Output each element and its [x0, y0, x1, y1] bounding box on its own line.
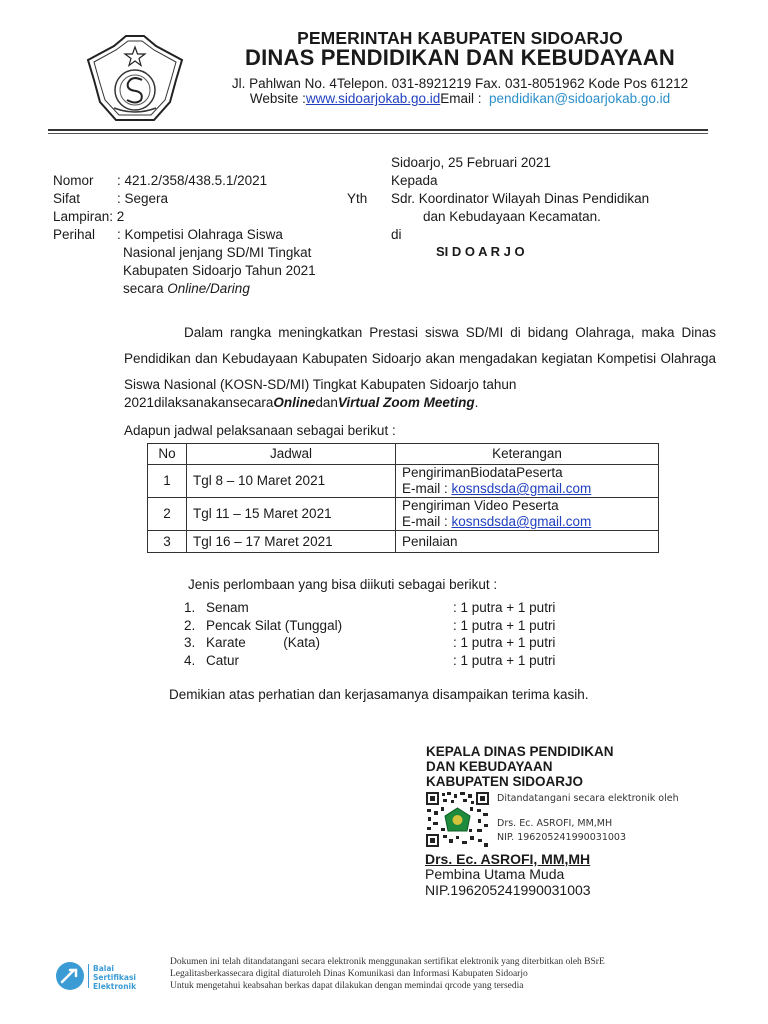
email-link[interactable]: kosnsdsda@gmail.com: [451, 481, 592, 496]
schedule-intro: Adapun jadwal pelaksanaan sebagai berikut :: [124, 423, 396, 438]
lampiran-label: Lampiran: [53, 209, 110, 224]
letterhead-address: Jl. Pahlwan No. 4Telepon. 031-8921219 Fax. 031-8051962 Kode Pos 61212: [231, 76, 689, 91]
competition-quota: : 1 putra + 1 putri: [453, 618, 556, 633]
perihal-line-3: Kabupaten Sidoarjo Tahun 2021: [123, 263, 316, 278]
row-no: 1: [148, 465, 187, 498]
letterhead-contact: [230, 91, 690, 106]
esign-nip: NIP. 196205241990031003: [497, 832, 626, 843]
row-no: 3: [148, 531, 187, 553]
body-paragraph-tail: [124, 394, 478, 412]
schedule-table: [147, 443, 659, 553]
signatory-rank: Pembina Utama Muda: [425, 866, 565, 882]
row-keterangan: [396, 498, 659, 531]
row-jadwal: Tgl 11 – 15 Maret 2021: [187, 498, 396, 531]
email-label: Email :: [440, 91, 482, 106]
esign-caption: Ditandatangani secara elektronik oleh: [497, 793, 679, 804]
table-row: [148, 498, 659, 531]
body-paragraph: [124, 320, 716, 398]
perihal-label: Perihal: [53, 227, 96, 242]
list-number: 4.: [184, 653, 196, 668]
list-number: 1.: [184, 600, 196, 615]
footer-note-1: Dokumen ini telah ditandatangani secara elektronik menggunakan sertifikat elektronik yang diterbitkan oleh BSrE: [170, 957, 605, 967]
header-no: No: [148, 444, 187, 465]
yth-label: Yth: [347, 191, 368, 206]
table-row: [148, 465, 659, 498]
body-text: Dalam rangka meningkatkan Prestasi siswa SD/MI di bidang Olahraga, maka Dinas Pendidikan dan Kebudayaan Kabupaten Sidoarjo akan mengadakan kegiatan Kompetisi Olahraga Siswa Nasional (KOSN-SD/MI) Tingkat Kabupaten Sidoarjo tahun: [124, 325, 716, 392]
website-label: Website :: [249, 91, 306, 106]
lampiran-value: : 2: [109, 209, 125, 224]
signature-title-3: KABUPATEN SIDOARJO: [426, 774, 584, 789]
place-date: Sidoarjo, 25 Februari 2021: [391, 155, 551, 170]
zoom-emphasis: Virtual Zoom Meeting: [337, 395, 475, 410]
recipient-line-2: dan Kebudayaan Kecamatan.: [423, 209, 601, 224]
header-jadwal: Jadwal: [187, 444, 396, 465]
perihal-prefix: secara: [123, 281, 168, 296]
perihal-line-4: [123, 280, 250, 298]
nomor-value: : 421.2/358/438.5.1/2021: [117, 173, 268, 188]
letterhead-government: PEMERINTAH KABUPATEN SIDOARJO: [297, 28, 623, 48]
di-label: di: [391, 227, 402, 242]
perihal-line-2: Nasional jenjang SD/MI Tingkat: [123, 245, 312, 260]
row-keterangan: Penilaian: [396, 531, 659, 553]
competitions-intro: Jenis perlombaan yang bisa diikuti sebagai berikut :: [188, 577, 498, 592]
competition-quota: : 1 putra + 1 putri: [453, 653, 556, 668]
tail-mid: dan: [315, 395, 338, 410]
closing-text: Demikian atas perhatian dan kerjasamanya disampaikan terima kasih.: [169, 687, 589, 702]
row-jadwal: Tgl 16 – 17 Maret 2021: [187, 531, 396, 553]
svg-text:Balai: Balai: [93, 964, 114, 973]
footer-note-2: Legalitasberkassecara digital diaturoleh Dinas Komunikasi dan Informasi Kabupaten Sidoarjo: [170, 969, 528, 979]
table-row: [148, 531, 659, 553]
lampiran-row: [53, 208, 124, 226]
header-divider: [48, 129, 708, 131]
esign-name: Drs. Ec. ASROFI, MM,MH: [497, 818, 613, 829]
letterhead-agency: DINAS PENDIDIKAN DAN KEBUDAYAAN: [245, 45, 675, 70]
footer-note-3: Untuk mengetahui keabsahan berkas dapat dilakukan dengan memindai qrcode yang tersedia: [170, 981, 524, 991]
list-number: 3.: [184, 635, 196, 650]
signature-title-1: KEPALA DINAS PENDIDIKAN: [426, 744, 614, 759]
signatory-name: Drs. Ec. ASROFI, MM,MH: [425, 851, 591, 867]
row-no: 2: [148, 498, 187, 531]
sifat-label: Sifat: [53, 191, 81, 206]
competition-name: Pencak Silat (Tunggal): [206, 618, 343, 633]
competition-quota: : 1 putra + 1 putri: [453, 600, 556, 615]
kepada-label: Kepada: [391, 173, 438, 188]
perihal-italic: Online/Daring: [167, 281, 250, 296]
tail-end: .: [474, 395, 479, 410]
tail-prefix: 2021dilaksanakansecara: [124, 395, 274, 410]
svg-text:Sertifikasi: Sertifikasi: [93, 973, 136, 982]
nomor-label: Nomor: [53, 173, 94, 188]
competition-name: Senam: [206, 600, 249, 615]
sifat-value: : Segera: [117, 191, 169, 206]
row-jadwal: Tgl 8 – 10 Maret 2021: [187, 465, 396, 498]
header-divider-thin: [48, 133, 708, 134]
header-keterangan: Keterangan: [396, 444, 659, 465]
recipient-line-1: Sdr. Koordinator Wilayah Dinas Pendidikan: [391, 191, 650, 206]
recipient-city: SI D O A R J O: [436, 244, 525, 259]
bsre-logo: [54, 960, 146, 992]
perihal-line-1: : Kompetisi Olahraga Siswa: [117, 227, 283, 242]
row-keterangan: [396, 465, 659, 498]
qr-code-icon: [425, 791, 490, 848]
online-emphasis: Online: [273, 395, 316, 410]
email-label: E-mail :: [402, 481, 452, 496]
competition-quota: : 1 putra + 1 putri: [453, 635, 556, 650]
website-link[interactable]: www.sidoarjokab.go.id: [305, 91, 441, 106]
regency-crest-icon: [74, 30, 196, 126]
svg-text:Elektronik: Elektronik: [93, 982, 137, 991]
email-link[interactable]: kosnsdsda@gmail.com: [451, 514, 592, 529]
competition-name: Karate (Kata): [206, 635, 321, 650]
competition-name: Catur: [206, 653, 240, 668]
table-header-row: [148, 444, 659, 465]
signatory-nip: NIP.196205241990031003: [425, 882, 591, 898]
ket-text: Pengiriman Video Peserta: [402, 498, 559, 513]
bsre-badge-icon: [54, 960, 146, 992]
email-label: E-mail :: [402, 514, 452, 529]
ket-text: PengirimanBiodataPeserta: [402, 465, 563, 480]
list-number: 2.: [184, 618, 196, 633]
email-link[interactable]: pendidikan@sidoarjokab.go.id: [489, 91, 671, 106]
signature-title-2: DAN KEBUDAYAAN: [426, 759, 553, 774]
